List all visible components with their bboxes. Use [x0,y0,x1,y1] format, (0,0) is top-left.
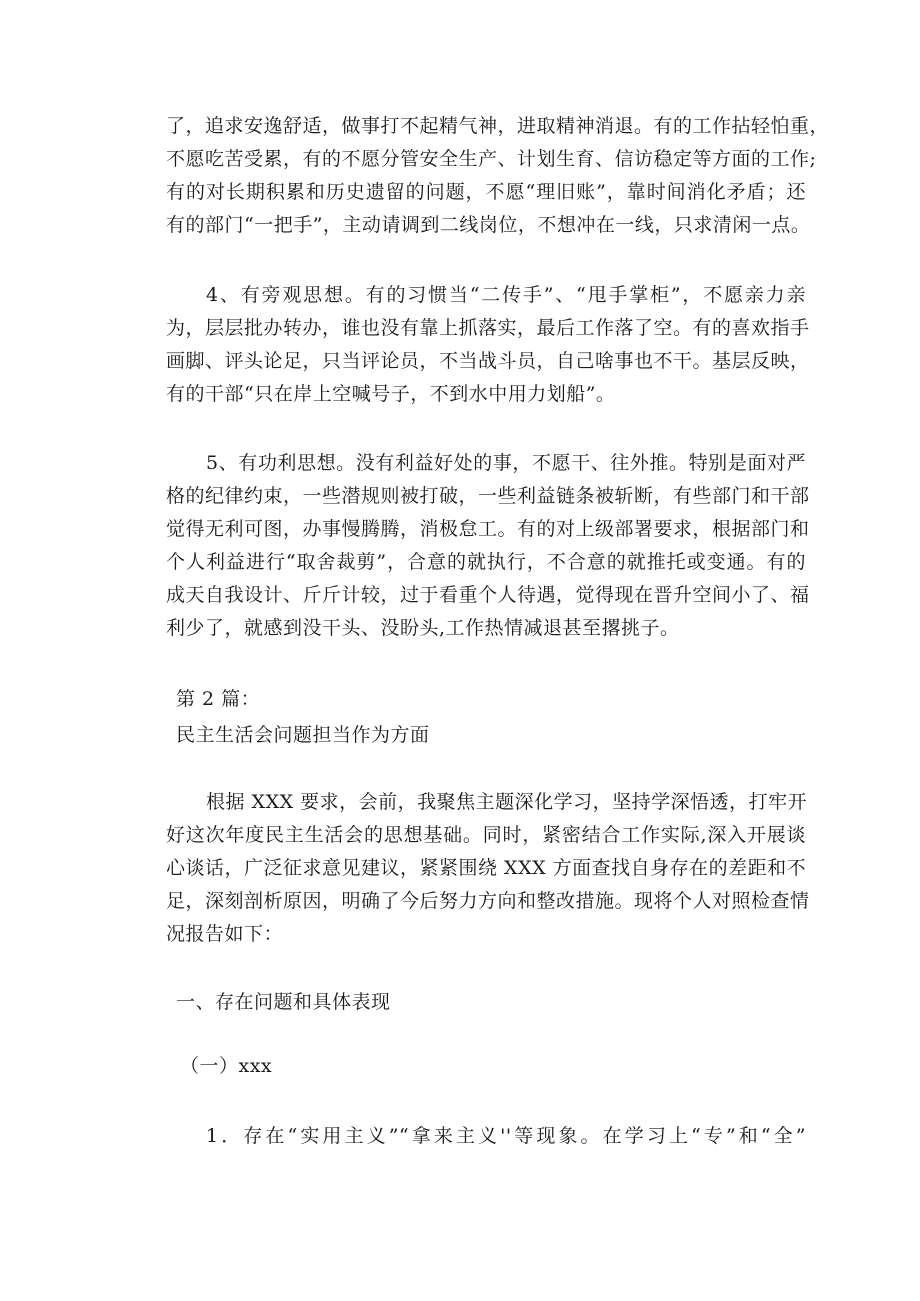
text-line: 5、有功利思想。没有利益好处的事，不愿干、往外推。特别是面对严 [206,452,806,474]
text-line: 4、有旁观思想。有的习惯当“二传手”、“甩手掌柜”，不愿亲力亲 [206,284,806,306]
text-line: 根据 XXX 要求，会前，我聚焦主题深化学习，坚持学深悟透，打牢开 [206,791,808,813]
text-line: 有的干部“只在岸上空喊号子，不到水中用力划船”。 [166,383,616,405]
text-line: 个人利益进行“取舍裁剪”，合意的就执行，不合意的就推托或变通。有的 [166,551,806,573]
section-title: 民主生活会问题担当作为方面 [176,724,430,746]
text-line: 1．存在“实用主义”“拿来主义''等现象。在学习上“专”和“全” [206,1125,806,1147]
text-line: 了，追求安逸舒适，做事打不起精气神，进取精神消退。有的工作拈轻怕重， [166,115,830,137]
paragraph-1 [166,110,830,242]
text-line: 为，层层批办转办，谁也没有靠上抓落实，最后工作落了空。有的喜欢指手 [166,317,810,339]
text-line: 成天自我设计、斤斤计较，过于看重个人待遇，觉得现在晋升空间小了、福 [166,584,810,606]
text-line: 心谈话，广泛征求意见建议，紧紧围绕 XXX 方面查找自身存在的差距和不 [166,857,807,879]
text-line: 足，深刻剖析原因，明确了今后努力方向和整改措施。现将个人对照检查情 [166,890,810,912]
text-line: 好这次年度民主生活会的思想基础。同时，紧密结合工作实际,深入开展谈 [166,824,806,846]
text-line: 不愿吃苦受累，有的不愿分管安全生产、计划生育、信访稳定等方面的工作; [166,148,817,170]
text-line: 有的部门“一把手”，主动请调到二线岗位，不想冲在一线，只求清闲一点。 [166,214,811,236]
text-line: 有的对长期积累和历史遗留的问题，不愿“理旧账”，靠时间消化矛盾；还 [166,181,806,203]
text-line: 觉得无利可图，办事慢腾腾，消极怠工。有的对上级部署要求，根据部门和 [166,518,810,540]
paragraph-2 [166,279,810,411]
paragraph-4 [166,786,810,951]
text-line: 利少了，就感到没干头、没盼头,工作热情减退甚至撂挑子。 [166,617,680,639]
text-line: 况报告如下： [166,923,284,945]
paragraph-5 [166,1120,806,1153]
text-line: 画脚、评头论足，只当评论员，不当战斗员，自己啥事也不干。基层反映， [166,350,810,372]
section-label: 第 2 篇： [176,688,261,710]
paragraph-3 [166,447,810,645]
heading-problems: 一、存在问题和具体表现 [176,991,391,1013]
text-line: 格的纪律约束，一些潜规则被打破，一些利益链条被斩断，有些部门和干部 [166,485,810,507]
heading-subsection: （一）xxx [180,1055,273,1077]
